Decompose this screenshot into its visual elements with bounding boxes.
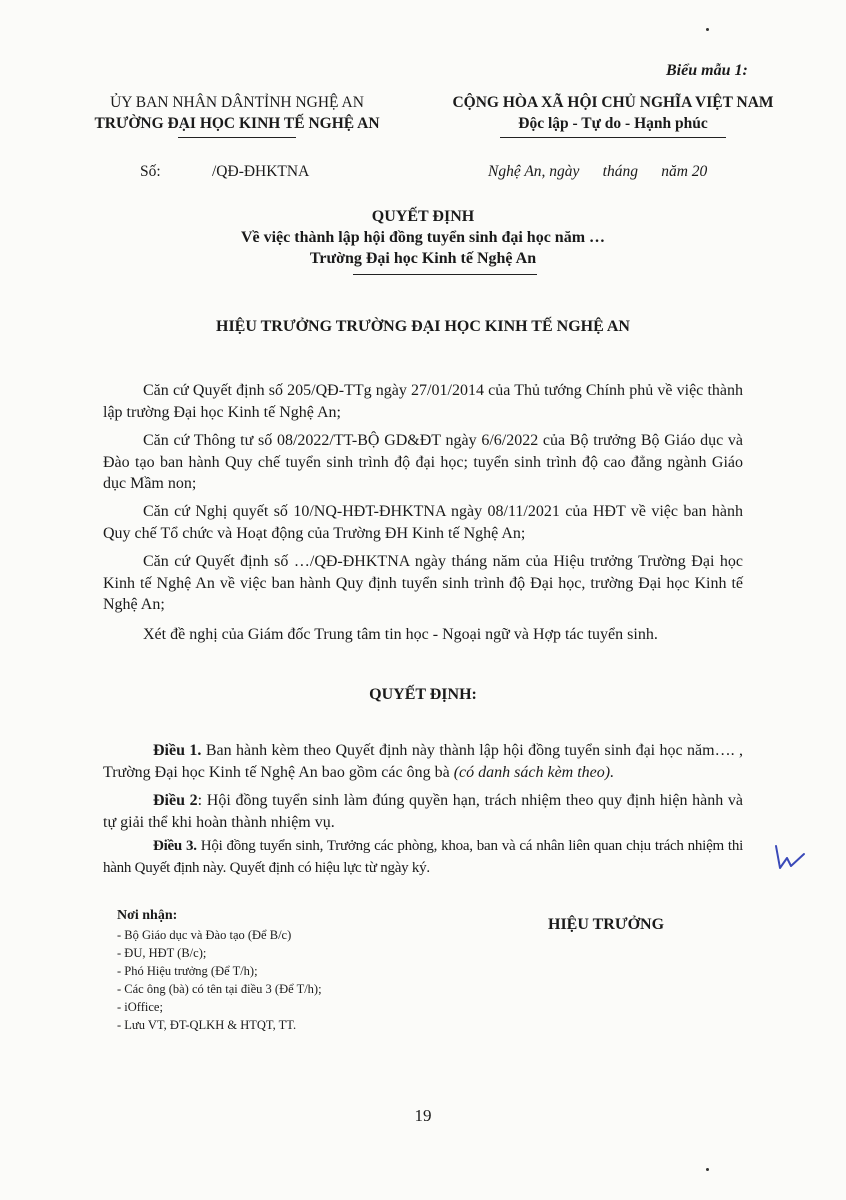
- basis-text: Xét đề nghị của Giám đốc Trung tâm tin học - Ngoại ngữ và Hợp tác tuyển sinh.: [143, 626, 658, 643]
- basis-paragraph: [103, 551, 743, 616]
- authority-heading: HIỆU TRƯỞNG TRƯỜNG ĐẠI HỌC KINH TẾ NGHỆ AN: [216, 318, 630, 335]
- article-label: Điều 3.: [153, 838, 197, 854]
- recipients-heading: Nơi nhận:: [117, 908, 178, 923]
- basis-paragraph: [103, 501, 743, 544]
- basis-text: Căn cứ Thông tư số 08/2022/TT-BỘ GD&ĐT ngày 6/6/2022 của Bộ trưởng Bộ Giáo dục và Đào tạo ban hành Quy chế tuyển sinh trình độ đại học; tuyển sinh trình độ cao đẳng ngành Giáo dục Mầm non;: [103, 432, 743, 492]
- recipient-item: - Các ông (bà) có tên tại điều 3 (Để T/h);: [117, 982, 322, 996]
- place-date: Nghệ An, ngày tháng năm 20: [488, 163, 708, 180]
- header-left-underline: [178, 137, 296, 138]
- title-underline: [353, 274, 537, 275]
- recipient-item: - Phó Hiệu trưởng (Để T/h);: [117, 964, 258, 978]
- national-motto: Độc lập - Tự do - Hạnh phúc: [518, 115, 708, 132]
- article-1: [103, 740, 743, 783]
- doc-number-code: /QĐ-ĐHKTNA: [212, 163, 310, 180]
- issuing-school: TRƯỜNG ĐẠI HỌC KINH TẾ NGHỆ AN: [94, 115, 380, 132]
- recipient-item: - Lưu VT, ĐT-QLKH & HTQT, TT.: [117, 1018, 297, 1032]
- recipient-item: - iOffice;: [117, 1000, 163, 1014]
- signatory-title: HIỆU TRƯỞNG: [548, 916, 665, 933]
- recipient-item: - Bộ Giáo dục và Đào tạo (Để B/c): [117, 928, 292, 942]
- article-3: [103, 836, 743, 879]
- basis-paragraph: [103, 430, 743, 495]
- document-subject-line2: Trường Đại học Kinh tế Nghệ An: [309, 250, 537, 267]
- header-right-underline: [500, 137, 726, 138]
- decision-heading: QUYẾT ĐỊNH:: [369, 686, 477, 703]
- national-title: CỘNG HÒA XÃ HỘI CHỦ NGHĨA VIỆT NAM: [452, 94, 774, 111]
- basis-text: Căn cứ Nghị quyết số 10/NQ-HĐT-ĐHKTNA ngày 08/11/2021 của HĐT về việc ban hành Quy chế Tổ chức và Hoạt động của Trường ĐH Kinh tế Nghệ An;: [103, 503, 743, 542]
- issuing-authority: ỦY BAN NHÂN DÂNTỈNH NGHỆ AN: [110, 94, 364, 111]
- doc-number-label: Số:: [140, 163, 161, 180]
- document-title: QUYẾT ĐỊNH: [371, 208, 475, 225]
- form-label: Biểu mẫu 1:: [666, 62, 748, 79]
- scan-speck: [706, 28, 709, 31]
- article-2: [103, 790, 743, 833]
- article-label: Điều 1.: [153, 742, 202, 759]
- article-text: : Hội đồng tuyển sinh làm đúng quyền hạn, trách nhiệm theo quy định hiện hành và tự giải thể khi hoàn thành nhiệm vụ.: [103, 792, 743, 831]
- document-subject-line1: Về việc thành lập hội đồng tuyển sinh đại học năm …: [240, 229, 606, 246]
- article-text: Hội đồng tuyển sinh, Trưởng các phòng, khoa, ban và cá nhân liên quan chịu trách nhiệm thi hành Quyết định này. Quyết định có hiệu lực từ ngày ký.: [103, 838, 743, 876]
- basis-text: Căn cứ Quyết định số …/QĐ-ĐHKTNA ngày tháng năm của Hiệu trưởng Trường Đại học Kinh tế Nghệ An về việc ban hành Quy định tuyển sinh trình độ Đại học, trường Đại học Kinh tế Nghệ An;: [103, 553, 743, 613]
- page-number: 19: [414, 1106, 432, 1125]
- article-note: (có danh sách kèm theo).: [453, 763, 615, 781]
- handwritten-check-mark: [770, 842, 810, 874]
- recipient-item: - ĐU, HĐT (B/c);: [117, 946, 207, 960]
- article-text: Ban hành kèm theo Quyết định này thành lập hội đồng tuyển sinh đại học năm…. , Trường Đại học Kinh tế Nghệ An bao gồm các ông bà: [103, 742, 744, 781]
- basis-paragraph: [103, 380, 743, 423]
- basis-paragraph: [103, 624, 743, 646]
- article-label: Điều 2: [153, 792, 198, 809]
- scan-speck: [706, 1168, 709, 1171]
- basis-text: Căn cứ Quyết định số 205/QĐ-TTg ngày 27/01/2014 của Thủ tướng Chính phủ về việc thành lập trường Đại học Kinh tế Nghệ An;: [103, 382, 743, 421]
